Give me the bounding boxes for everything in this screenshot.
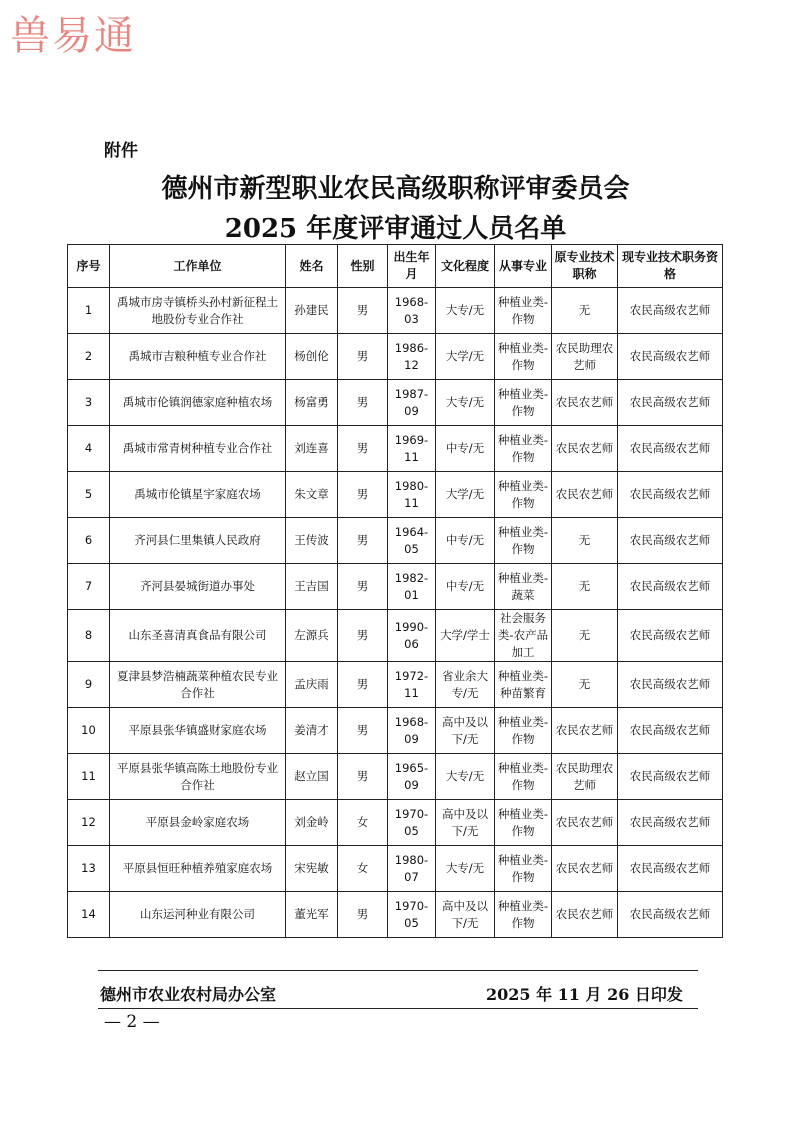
cell-current-qualification: 农民高级农艺师 (618, 662, 723, 708)
cell-seq: 1 (68, 288, 110, 334)
cell-work-unit: 平原县张华镇盛财家庭农场 (110, 708, 286, 754)
cell-specialty: 种植业类-作物 (495, 846, 552, 892)
cell-education: 大学/无 (436, 472, 495, 518)
header-original-title: 原专业技术职称 (552, 245, 618, 288)
cell-specialty: 种植业类-蔬菜 (495, 564, 552, 610)
cell-education: 高中及以下/无 (436, 708, 495, 754)
cell-original-title: 无 (552, 610, 618, 662)
cell-seq: 10 (68, 708, 110, 754)
cell-gender: 男 (338, 564, 388, 610)
header-birth-date: 出生年月 (388, 245, 436, 288)
cell-specialty: 种植业类-作物 (495, 754, 552, 800)
cell-specialty: 社会服务类-农产品加工 (495, 610, 552, 662)
cell-original-title: 无 (552, 564, 618, 610)
watermark-logo: 兽易通 (10, 13, 136, 59)
cell-birth-date: 1987-09 (388, 380, 436, 426)
attachment-label: 附件 (104, 141, 138, 161)
cell-work-unit: 禹城市吉粮种植专业合作社 (110, 334, 286, 380)
cell-name: 左源兵 (286, 610, 338, 662)
cell-current-qualification: 农民高级农艺师 (618, 426, 723, 472)
cell-current-qualification: 农民高级农艺师 (618, 288, 723, 334)
cell-original-title: 农民农艺师 (552, 708, 618, 754)
cell-education: 大专/无 (436, 380, 495, 426)
cell-original-title: 农民助理农艺师 (552, 754, 618, 800)
cell-original-title: 无 (552, 288, 618, 334)
cell-education: 中专/无 (436, 426, 495, 472)
cell-name: 孙建民 (286, 288, 338, 334)
cell-seq: 4 (68, 426, 110, 472)
cell-gender: 男 (338, 518, 388, 564)
cell-work-unit: 平原县金岭家庭农场 (110, 800, 286, 846)
cell-name: 朱文章 (286, 472, 338, 518)
cell-gender: 男 (338, 892, 388, 938)
cell-current-qualification: 农民高级农艺师 (618, 610, 723, 662)
cell-birth-date: 1968-03 (388, 288, 436, 334)
cell-work-unit: 平原县张华镇高陈土地股份专业合作社 (110, 754, 286, 800)
header-name: 姓名 (286, 245, 338, 288)
page-number: — 2 — (104, 1012, 160, 1032)
cell-current-qualification: 农民高级农艺师 (618, 892, 723, 938)
cell-original-title: 无 (552, 518, 618, 564)
cell-education: 高中及以下/无 (436, 800, 495, 846)
cell-seq: 2 (68, 334, 110, 380)
cell-education: 大专/无 (436, 754, 495, 800)
cell-gender: 男 (338, 472, 388, 518)
table-row (68, 426, 723, 472)
cell-gender: 女 (338, 800, 388, 846)
cell-original-title: 农民农艺师 (552, 426, 618, 472)
cell-current-qualification: 农民高级农艺师 (618, 708, 723, 754)
table-row (68, 564, 723, 610)
cell-seq: 11 (68, 754, 110, 800)
cell-birth-date: 1965-09 (388, 754, 436, 800)
cell-seq: 3 (68, 380, 110, 426)
header-seq: 序号 (68, 245, 110, 288)
cell-original-title: 农民农艺师 (552, 380, 618, 426)
cell-specialty: 种植业类-作物 (495, 334, 552, 380)
cell-birth-date: 1980-07 (388, 846, 436, 892)
cell-original-title: 农民助理农艺师 (552, 334, 618, 380)
header-specialty: 从事专业 (495, 245, 552, 288)
cell-work-unit: 山东运河种业有限公司 (110, 892, 286, 938)
cell-name: 董光军 (286, 892, 338, 938)
cell-name: 杨创伦 (286, 334, 338, 380)
cell-name: 孟庆雨 (286, 662, 338, 708)
cell-education: 中专/无 (436, 518, 495, 564)
cell-gender: 男 (338, 610, 388, 662)
cell-name: 杨富勇 (286, 380, 338, 426)
cell-seq: 12 (68, 800, 110, 846)
cell-education: 大学/学士 (436, 610, 495, 662)
cell-seq: 6 (68, 518, 110, 564)
cell-birth-date: 1970-05 (388, 892, 436, 938)
document-title: 德州市新型职业农民高级职称评审委员会 (161, 174, 630, 204)
cell-specialty: 种植业类-作物 (495, 518, 552, 564)
footer-top-rule (98, 970, 698, 971)
footer-bottom-rule (98, 1008, 698, 1009)
cell-seq: 9 (68, 662, 110, 708)
cell-education: 大专/无 (436, 846, 495, 892)
table-row (68, 892, 723, 938)
cell-work-unit: 禹城市房寺镇桥头孙村新征程土地股份专业合作社 (110, 288, 286, 334)
table-row (68, 472, 723, 518)
cell-birth-date: 1990-06 (388, 610, 436, 662)
cell-work-unit: 平原县恒旺种植养殖家庭农场 (110, 846, 286, 892)
cell-gender: 男 (338, 662, 388, 708)
table-header-row (68, 245, 723, 288)
table-row (68, 334, 723, 380)
cell-gender: 男 (338, 426, 388, 472)
cell-education: 大学/无 (436, 334, 495, 380)
cell-birth-date: 1969-11 (388, 426, 436, 472)
cell-seq: 13 (68, 846, 110, 892)
cell-work-unit: 齐河县晏城街道办事处 (110, 564, 286, 610)
cell-birth-date: 1964-05 (388, 518, 436, 564)
table-row (68, 754, 723, 800)
cell-seq: 5 (68, 472, 110, 518)
table-row (68, 662, 723, 708)
table-row (68, 846, 723, 892)
cell-seq: 8 (68, 610, 110, 662)
cell-specialty: 种植业类-作物 (495, 800, 552, 846)
cell-current-qualification: 农民高级农艺师 (618, 472, 723, 518)
cell-seq: 14 (68, 892, 110, 938)
cell-work-unit: 禹城市伦镇星宇家庭农场 (110, 472, 286, 518)
cell-education: 中专/无 (436, 564, 495, 610)
cell-current-qualification: 农民高级农艺师 (618, 518, 723, 564)
cell-name: 宋宪敏 (286, 846, 338, 892)
table-row (68, 518, 723, 564)
cell-name: 王吉国 (286, 564, 338, 610)
cell-birth-date: 1982-01 (388, 564, 436, 610)
cell-current-qualification: 农民高级农艺师 (618, 754, 723, 800)
cell-work-unit: 山东圣喜清真食品有限公司 (110, 610, 286, 662)
cell-specialty: 种植业类-作物 (495, 892, 552, 938)
cell-original-title: 农民农艺师 (552, 846, 618, 892)
document-subtitle: 2025 年度评审通过人员名单 (224, 214, 567, 244)
cell-current-qualification: 农民高级农艺师 (618, 564, 723, 610)
cell-original-title: 农民农艺师 (552, 800, 618, 846)
cell-birth-date: 1968-09 (388, 708, 436, 754)
table-row (68, 288, 723, 334)
table-row (68, 800, 723, 846)
cell-education: 高中及以下/无 (436, 892, 495, 938)
header-current-qualification: 现专业技术职务资格 (618, 245, 723, 288)
table-row (68, 708, 723, 754)
cell-name: 刘连喜 (286, 426, 338, 472)
cell-work-unit: 齐河县仁里集镇人民政府 (110, 518, 286, 564)
cell-name: 王传波 (286, 518, 338, 564)
cell-birth-date: 1972-11 (388, 662, 436, 708)
cell-current-qualification: 农民高级农艺师 (618, 800, 723, 846)
cell-specialty: 种植业类-作物 (495, 708, 552, 754)
issuer-name: 德州市农业农村局办公室 (100, 985, 277, 1004)
cell-gender: 男 (338, 334, 388, 380)
cell-current-qualification: 农民高级农艺师 (618, 334, 723, 380)
cell-work-unit: 禹城市常青树种植专业合作社 (110, 426, 286, 472)
issue-date: 2025 年 11 月 26 日印发 (486, 985, 683, 1004)
cell-current-qualification: 农民高级农艺师 (618, 846, 723, 892)
table-body (68, 288, 723, 938)
cell-work-unit: 夏津县梦浩楠蔬菜种植农民专业合作社 (110, 662, 286, 708)
header-work-unit: 工作单位 (110, 245, 286, 288)
cell-education: 大专/无 (436, 288, 495, 334)
cell-original-title: 农民农艺师 (552, 892, 618, 938)
cell-specialty: 种植业类-种苗繁育 (495, 662, 552, 708)
cell-name: 刘金岭 (286, 800, 338, 846)
cell-gender: 男 (338, 380, 388, 426)
cell-specialty: 种植业类-作物 (495, 380, 552, 426)
table-row (68, 380, 723, 426)
cell-gender: 男 (338, 754, 388, 800)
cell-gender: 女 (338, 846, 388, 892)
cell-gender: 男 (338, 288, 388, 334)
cell-gender: 男 (338, 708, 388, 754)
cell-birth-date: 1970-05 (388, 800, 436, 846)
cell-work-unit: 禹城市伦镇润德家庭种植农场 (110, 380, 286, 426)
cell-birth-date: 1986-12 (388, 334, 436, 380)
cell-seq: 7 (68, 564, 110, 610)
header-education: 文化程度 (436, 245, 495, 288)
cell-specialty: 种植业类-作物 (495, 426, 552, 472)
cell-name: 赵立国 (286, 754, 338, 800)
cell-specialty: 种植业类-作物 (495, 472, 552, 518)
header-gender: 性别 (338, 245, 388, 288)
approved-personnel-table (67, 244, 723, 938)
cell-original-title: 无 (552, 662, 618, 708)
cell-current-qualification: 农民高级农艺师 (618, 380, 723, 426)
cell-original-title: 农民农艺师 (552, 472, 618, 518)
cell-birth-date: 1980-11 (388, 472, 436, 518)
cell-education: 省业余大专/无 (436, 662, 495, 708)
cell-name: 姜清才 (286, 708, 338, 754)
cell-specialty: 种植业类-作物 (495, 288, 552, 334)
table-row (68, 610, 723, 662)
